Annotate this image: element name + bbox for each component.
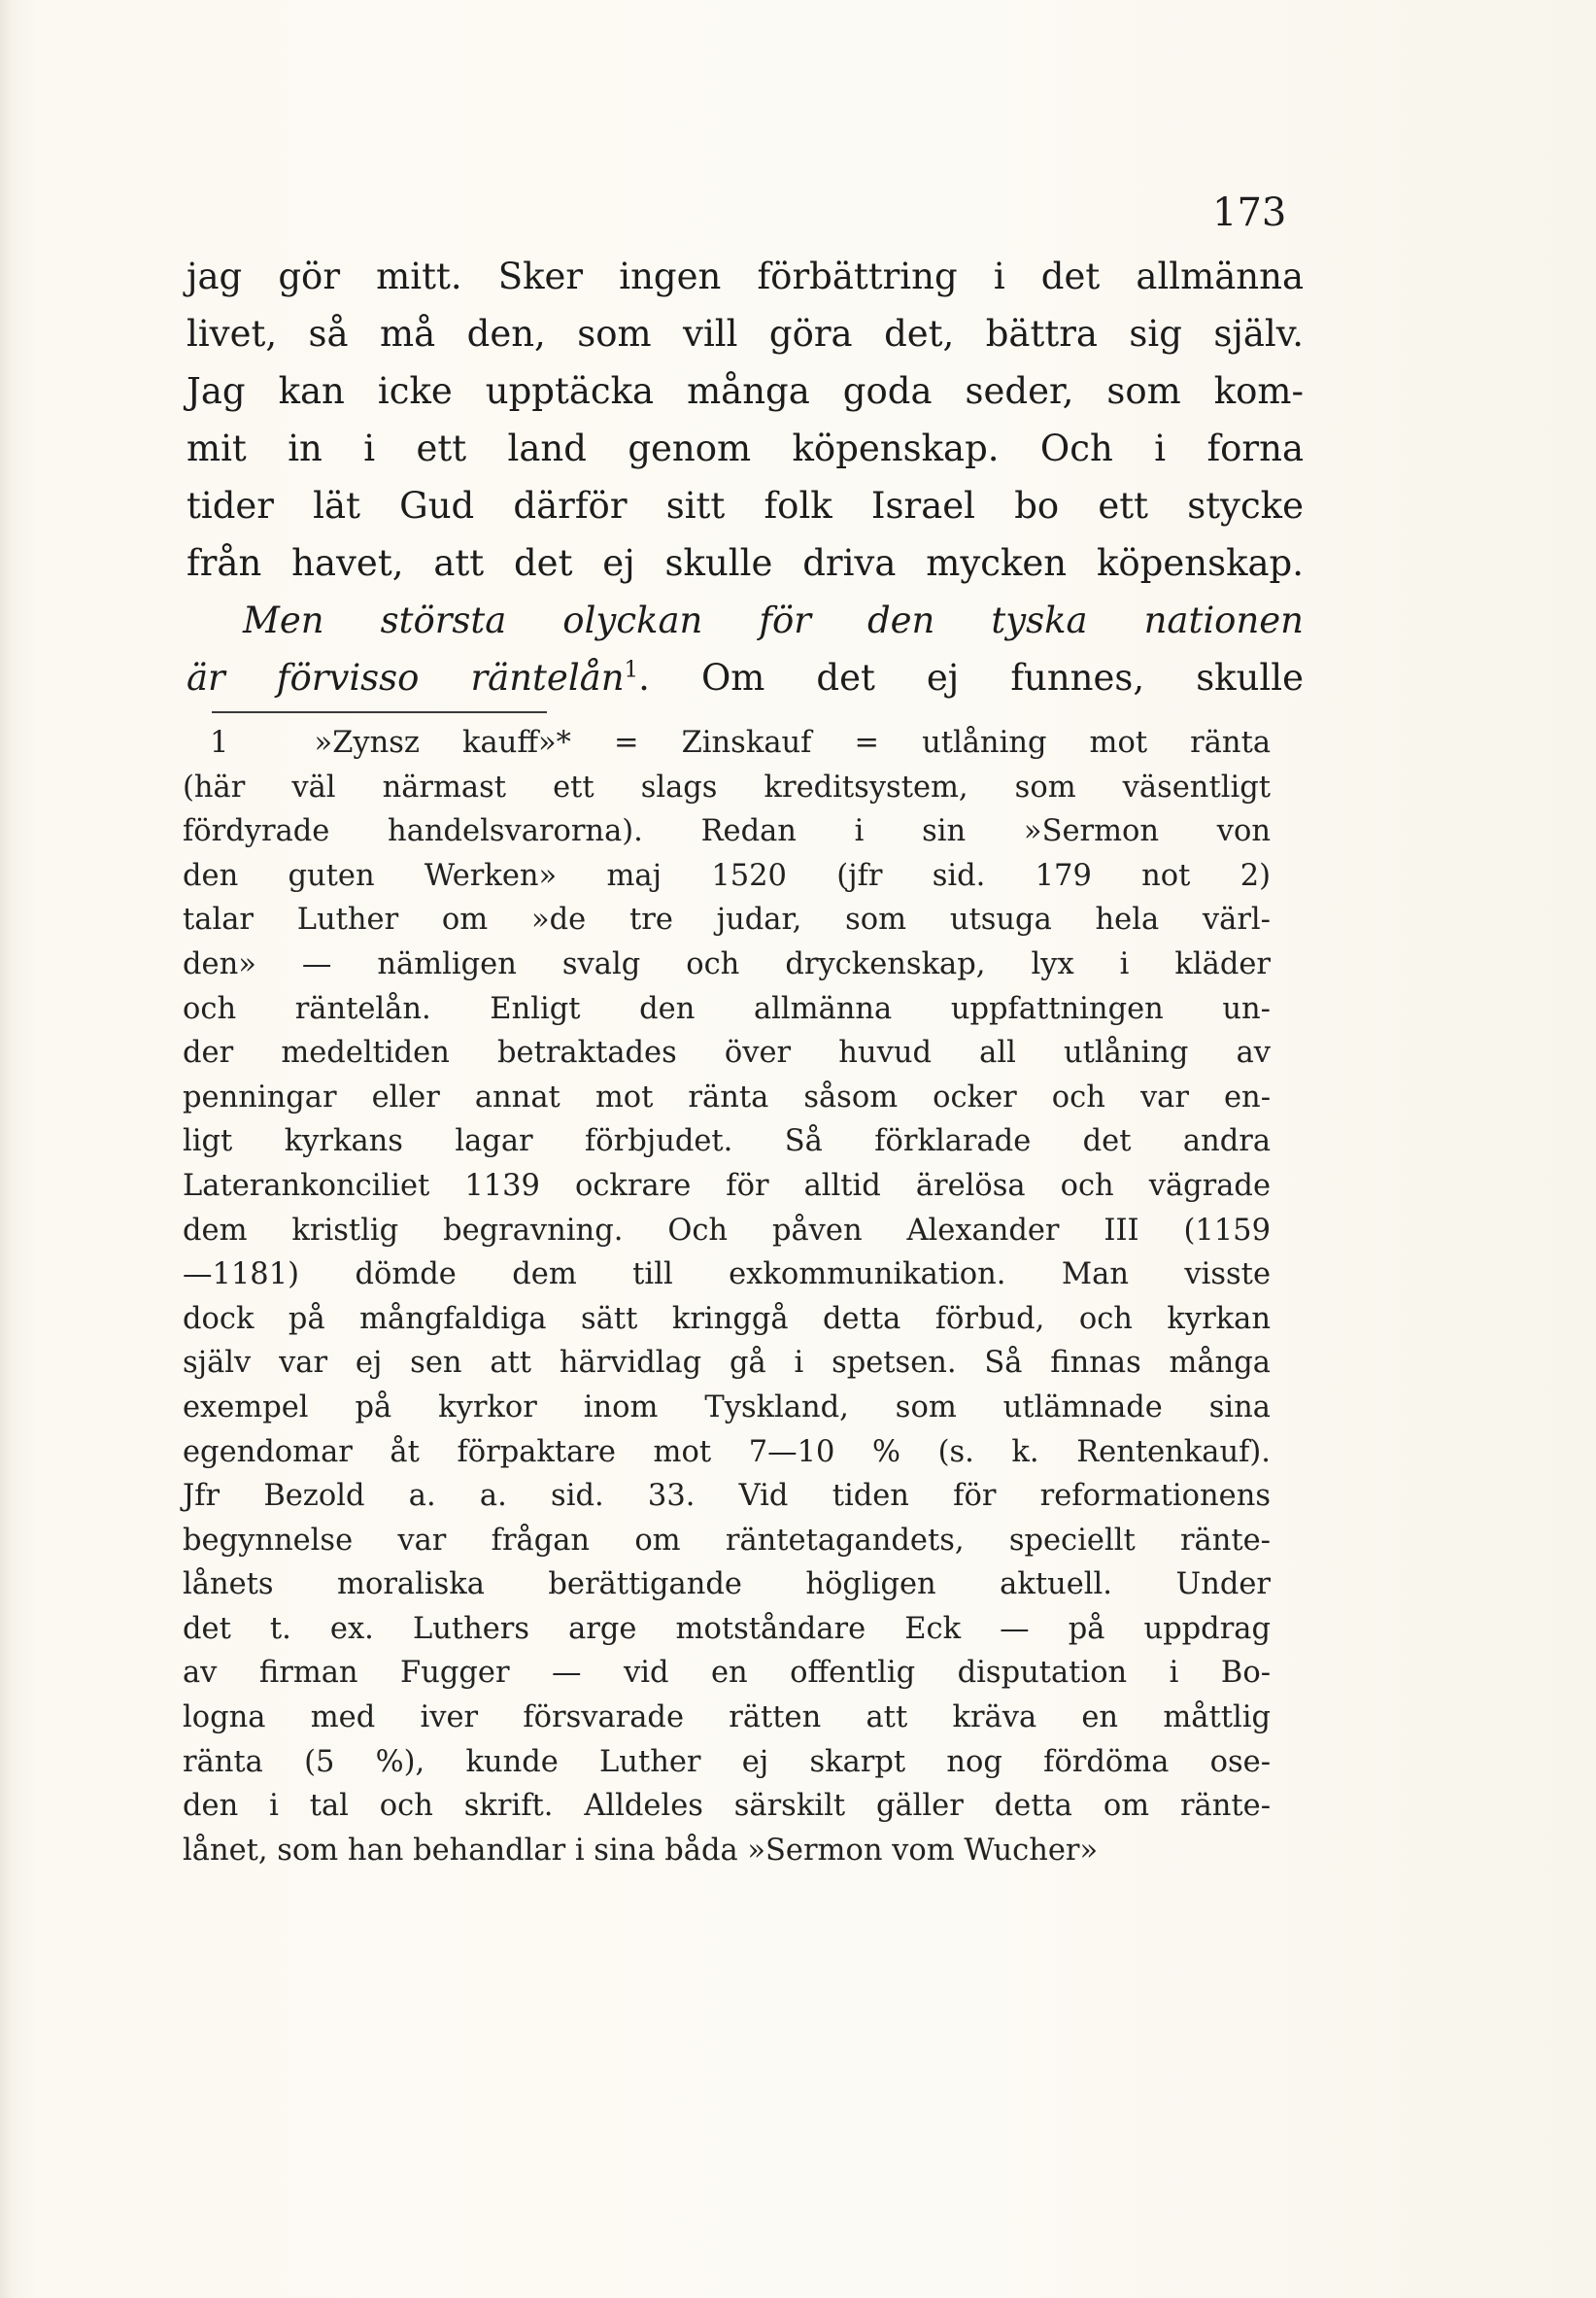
text-line — [187, 649, 1304, 706]
footnote-line: (här väl närmast ett slags kreditsystem, som väsentligt — [183, 770, 1271, 805]
footnote-line: av firman Fugger — vid en offentlig disputation i Bo- — [183, 1656, 1271, 1691]
footnote-line: själv var ej sen att härvidlag gå i spetsen. Så finnas många — [183, 1346, 1271, 1381]
footnote-line: Jfr Bezold a. a. sid. 33. Vid tiden för reformationens — [183, 1479, 1271, 1514]
footnote-line: lånet, som han behandlar i sina båda »Sermon vom Wucher» — [183, 1833, 1099, 1868]
text-line: livet, så må den, som vill göra det, bättra sig själv. — [187, 313, 1304, 355]
footnote-marker: 1 — [210, 726, 229, 760]
page-number: 173 — [1212, 190, 1287, 235]
footnote-line: dem kristlig begravning. Och påven Alexander III (1159 — [183, 1213, 1271, 1248]
italic-phrase: Men största olyckan för den tyska nationen — [243, 600, 1304, 641]
footnote-line: den i tal och skrift. Alldeles särskilt gäller detta om ränte- — [183, 1789, 1271, 1824]
footnote-line: Laterankonciliet 1139 ockrare för alltid ärelösa och vägrade — [183, 1168, 1271, 1203]
footnote-line: den guten Werken» maj 1520 (jfr sid. 179 not 2) — [183, 858, 1271, 893]
text-line: tider lät Gud därför sitt folk Israel bo ett stycke — [187, 485, 1304, 527]
footnote-line: det t. ex. Luthers arge motståndare Eck — på uppdrag — [183, 1611, 1271, 1646]
text-line: från havet, att det ej skulle driva mycken köpenskap. — [187, 542, 1304, 584]
text-line-italic — [187, 592, 1304, 649]
footnote-line: fördyrade handelsvarorna). Redan i sin »Sermon von — [183, 814, 1271, 849]
footnote — [183, 721, 1271, 1872]
text-run: . Om det ej funnes, skulle — [638, 657, 1304, 699]
footnote-line: den» — nämligen svalg och dryckenskap, lyx i kläder — [183, 946, 1271, 981]
text-line: Jag kan icke upptäcka många goda seder, som kom- — [187, 370, 1304, 412]
footnote-line: dock på mångfaldiga sätt kringgå detta förbud, och kyrkan — [183, 1301, 1271, 1336]
text-line: jag gör mitt. Sker ingen förbättring i det allmänna — [187, 256, 1304, 297]
footnote-line: exempel på kyrkor inom Tyskland, som utlämnade sina — [183, 1389, 1271, 1424]
footnote-line: talar Luther om »de tre judar, som utsuga hela värl- — [183, 903, 1271, 938]
footnote-reference: 1 — [624, 657, 639, 683]
footnote-line: —1181) dömde dem till exkommunikation. Man visste — [183, 1257, 1271, 1292]
footnote-line: penningar eller annat mot ränta såsom ocker och var en- — [183, 1080, 1271, 1115]
italic-phrase: är förvisso räntelån — [187, 657, 625, 699]
footnote-divider — [212, 711, 547, 713]
footnote-line: der medeltiden betraktades över huvud all utlåning av — [183, 1036, 1271, 1071]
footnote-line: och räntelån. Enligt den allmänna uppfattningen un- — [183, 991, 1271, 1026]
footnote-text: »Zynsz kauff»* = Zinskauf = utlåning mot ränta — [314, 726, 1272, 760]
footnote-line — [183, 721, 1271, 766]
footnote-line: logna med iver försvarade rätten att kräva en måttlig — [183, 1700, 1271, 1735]
footnote-line: egendomar åt förpaktare mot 7—10 % (s. k. Rentenkauf). — [183, 1434, 1271, 1469]
footnote-line: ligt kyrkans lagar förbjudet. Så förklarade det andra — [183, 1124, 1271, 1159]
footnote-line: ränta (5 %), kunde Luther ej skarpt nog fördöma ose- — [183, 1744, 1271, 1779]
footnote-line: lånets moraliska berättigande högligen aktuell. Under — [183, 1567, 1271, 1602]
text-line: mit in i ett land genom köpenskap. Och i forna — [187, 428, 1304, 469]
footnote-line: begynnelse var frågan om räntetagandets, speciellt ränte- — [183, 1523, 1271, 1558]
main-text — [187, 248, 1304, 706]
